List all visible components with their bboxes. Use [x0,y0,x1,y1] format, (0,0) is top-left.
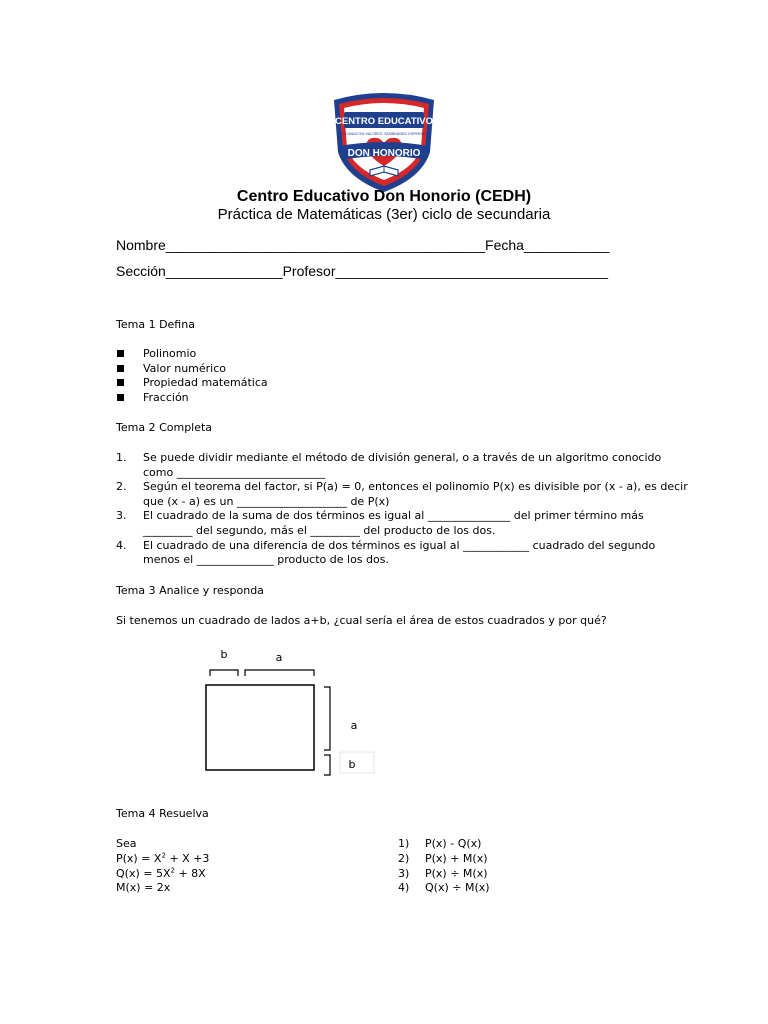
square-diagram [196,640,386,780]
exercise-text: Q(x) ÷ M(x) [425,881,490,895]
list-item [116,451,662,480]
list-item-text-line: El cuadrado de una diferencia de dos términos es igual al ____________ cuadrado del segundo [143,538,656,552]
list-item-label: Valor numérico [143,361,226,375]
tema4-heading: Tema 4 Resuelva [116,807,209,820]
bracket-a-top [245,670,314,676]
list-item-text-line: menos el ______________ producto de los dos. [143,553,389,567]
exercise-number: 2) [398,851,410,865]
list-item-text-line: que (x - a) es un ____________________ de P(x) [143,494,390,508]
list-item-number: 1. [116,451,127,464]
list-item-text-line: Se puede dividir mediante el método de división general, o a través de un algoritmo conocido [143,451,662,464]
definition-row: $P(x) = X^2 + X +3$ [116,851,210,865]
diagram-label-a-top: a [275,651,283,664]
exercise-text: P(x) - Q(x) [425,837,482,850]
logo-text-top: CENTRO EDUCATIVO [335,116,433,127]
list-item-label: Propiedad matemática [143,376,268,390]
exercise-text: P(x) + M(x) [425,851,488,865]
list-item [116,509,656,538]
bracket-a-right [324,687,330,750]
list-item-number: 2. [116,480,127,494]
tema1-heading: Tema 1 Defina [116,318,195,331]
list-item-label: Fracción [143,391,189,405]
sea-label: Sea [116,837,137,850]
name-date-field-line: Nombre_________________________________________Fecha___________ [116,237,610,253]
tema2-numbered-list [116,451,688,568]
list-item-text-line: El cuadrado de la suma de dos términos es igual al _______________ del primer término más [143,509,644,523]
exercise-number: 1) [398,837,410,850]
page-title: Centro Educativo Don Honorio (CEDH) [236,188,532,205]
exercise-number: 4) [398,881,410,895]
diagram-label-a-right: a [350,719,358,732]
bracket-b-right [324,755,330,775]
list-item-text-line: Según el teorema del factor, si P(a) = 0, entonces el polinomio P(x) es divisible por (x - a), es decir [143,480,688,494]
logo-text-bottom: DON HONORIO [347,148,421,159]
exercise-text: P(x) ÷ M(x) [425,866,488,880]
square-bullet-icon [117,350,124,357]
list-item [116,480,688,509]
definition-row: $Q(x) = 5X^2 + 8X$ [116,865,206,880]
square-shape [206,685,314,770]
list-item-label: Polinomio [143,347,197,360]
tema3-question: Si tenemos un cuadrado de lados a+b, ¿cual sería el área de estos cuadrados y por qué? [116,614,607,627]
label-box [340,752,374,773]
page-subtitle: Práctica de Matemáticas (3er) ciclo de secundaria [217,206,551,223]
definition-row: M(x) = 2x [116,881,171,895]
square-bullet-icon [117,365,124,372]
section-teacher-field-line: Sección_______________Profesor___________________________________ [116,263,609,279]
diagram-label-b-right: b [348,758,356,771]
tema2-heading: Tema 2 Completa [116,421,213,434]
bracket-b-top [210,670,238,676]
list-item [116,539,656,568]
tema4-definitions [116,837,209,896]
square-bullet-icon [117,394,124,401]
list-item-number: 4. [116,538,127,552]
square-bullet-icon [117,379,124,386]
school-crest-logo [330,92,438,194]
list-item-text-line: como ___________________________ [143,465,326,479]
tema3-heading: Tema 3 Analice y responda [116,584,264,597]
list-item-number: 3. [116,509,127,523]
logo-text-small: EDUCANDO EN VALORES, SEMBRANDO ESPERANZA [337,132,431,136]
diagram-label-b-top: b [220,648,228,661]
list-item-text-line: _________ del segundo, más el _________ del producto de los dos. [143,523,496,537]
exercise-number: 3) [398,866,410,880]
